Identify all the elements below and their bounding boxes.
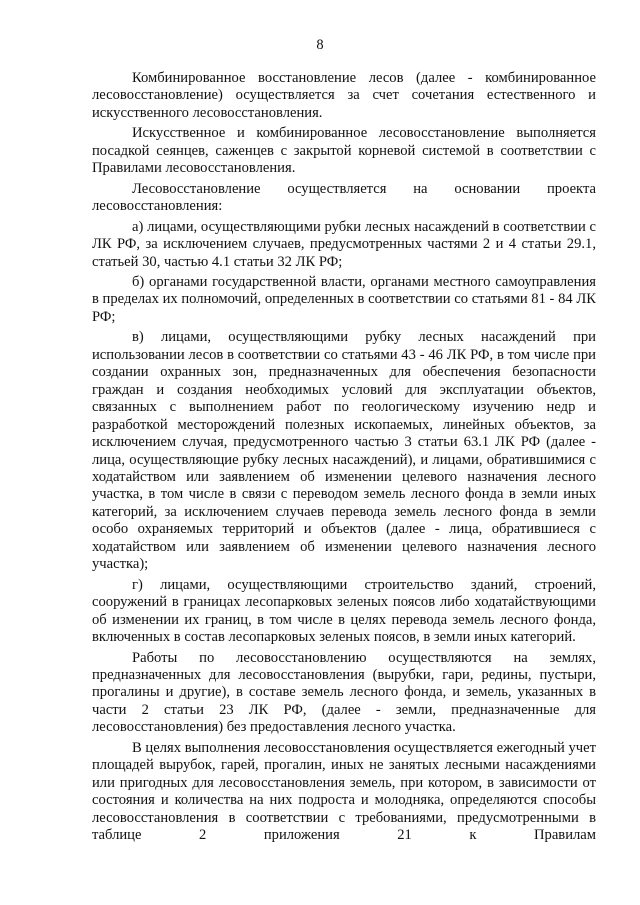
paragraph-artificial-reforestation: Искусственное и комбинированное лесовосстановление выполняется посадкой сеянцев, саженцев с закрытой корневой системой в соответствии с Правилами лесовосстановления. (92, 125, 596, 177)
list-item-a: а) лицами, осуществляющими рубки лесных насаждений в соответствии с ЛК РФ, за исключением случаев, предусмотренных частями 2 и 4 статьи 29.1, статьей 30, частью 4.1 статьи 32 ЛК РФ; (92, 218, 596, 270)
paragraph-combined-reforestation: Комбинированное восстановление лесов (далее - комбинированное лесовосстановление) осуществляется за счет сочетания естественного и искусственного лесовосстановления. (92, 70, 596, 121)
page-number: 8 (316, 37, 324, 53)
paragraph-annual-accounting: В целях выполнения лесовосстановления осуществляется ежегодный учет площадей вырубок, гарей, прогалин, иных не занятых лесными насаждениями или пригодных для лесовосстановления земель, при котором, в зависимости от состояния и количества на них подроста и молодняка, определяются способы лесовосстановления в соответствии с требованиями, предусмотренными в таблице 2 приложения 21 к Правилам (92, 739, 596, 844)
paragraph-reforestation-lands: Работы по лесовосстановлению осуществляются на землях, предназначенных для лесовосстановления (вырубки, гари, редины, пустыри, прогалины и другие), в составе земель лесного фонда, и земель, указанных в части 2 статьи 23 ЛК РФ, (далее - земли, предназначенные для лесовосстановления) без предоставления лесного участка. (92, 649, 596, 736)
paragraph-project-basis: Лесовосстановление осуществляется на основании проекта лесовосстановления: (92, 180, 596, 215)
list-item-b: б) органами государственной власти, органами местного самоуправления в пределах их полномочий, определенных в соответствии со статьями 81 - 84 ЛК РФ; (92, 273, 596, 325)
list-item-g: г) лицами, осуществляющими строительство зданий, строений, сооружений в границах лесопарковых зеленых поясов либо ходатайствующими об изменении их границ, в том числе в целях перевода земель лесного фонда, включенных в состав лесопарковых зеленых поясов, в земли иных категорий. (92, 576, 596, 646)
document-body (92, 70, 596, 847)
list-item-v: в) лицами, осуществляющими рубку лесных насаждений при использовании лесов в соответствии со статьями 43 - 46 ЛК РФ, в том числе при создании охранных зон, предназначенных для обеспечения безопасности граждан и создания необходимых условий для эксплуатации объектов, связанных с выполнением работ по геологическому изучению недр и разработкой месторождений полезных ископаемых, линейных объектов, за исключением случая, предусмотренного частью 3 статьи 63.1 ЛК РФ (далее - лица, осуществляющие рубку лесных насаждений), и лицами, обратившимися с ходатайством или заявлением об изменении целевого назначения лесного участка, в том числе в связи с переводом земель лесного фонда в земли иных категорий, за исключением случаев перевода земель лесного фонда в земли особо охраняемых территорий и объектов (далее - лица, обратившиеся с ходатайством или заявлением об изменении целевого назначения лесного участка); (92, 329, 596, 573)
